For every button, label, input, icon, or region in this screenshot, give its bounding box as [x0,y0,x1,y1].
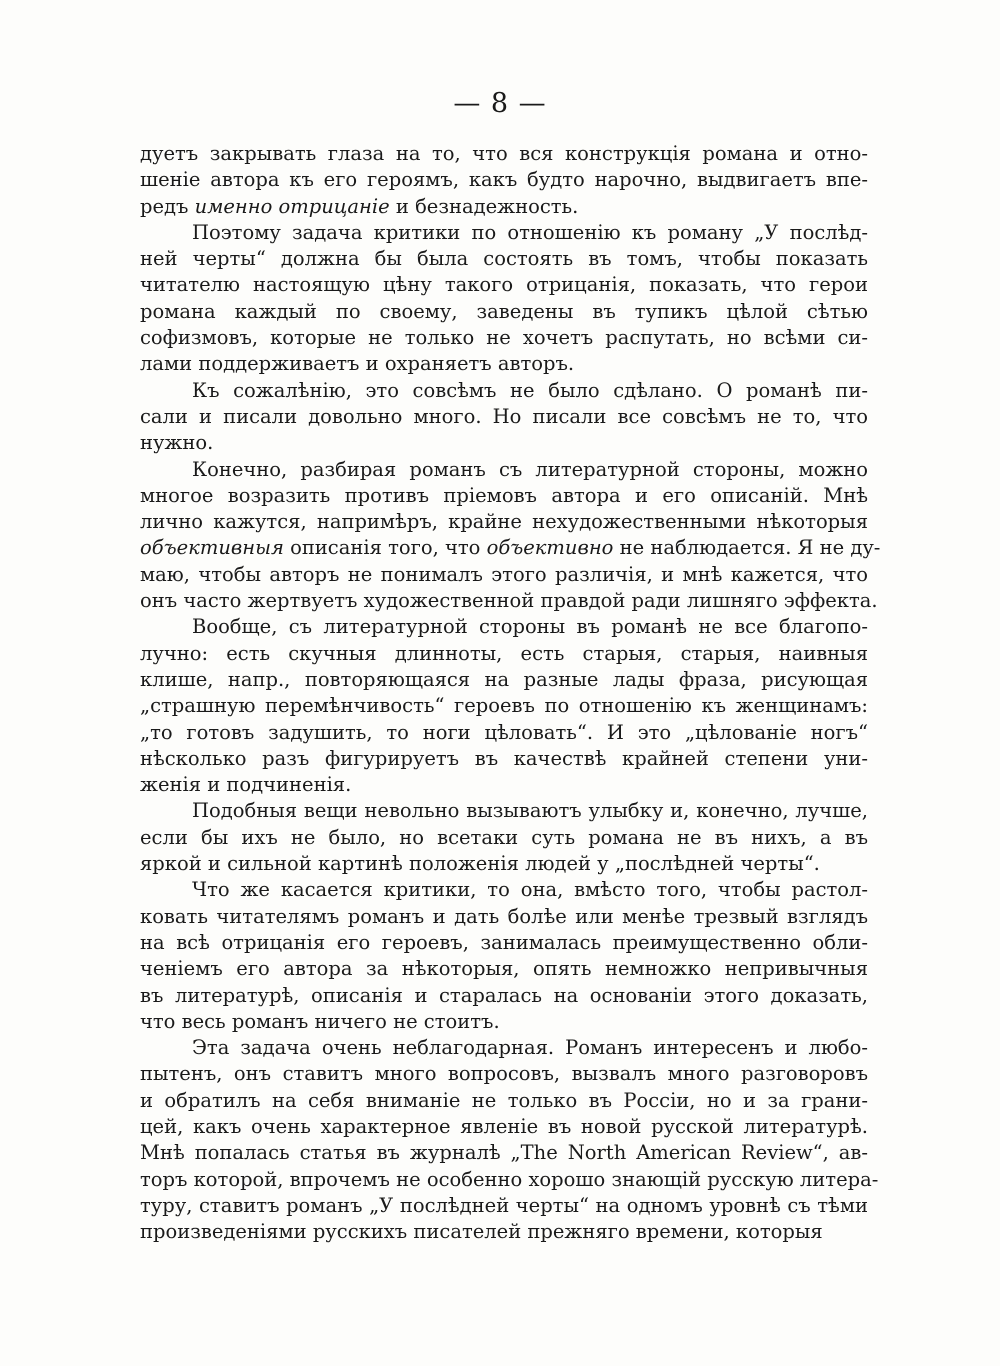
text-line: романа каждый по своему, заведены въ тупикъ цѣлой сѣтью [140,299,868,323]
text-line: женія и подчиненія. [140,773,352,797]
page-number: — 8 — [453,88,547,119]
text-line: шеніе автора къ его героямъ, какъ будто нарочно, выдвигаетъ впе- [140,168,868,192]
text-line: Конечно, разбирая романъ съ литературной стороны, можно [192,457,868,481]
text-line: ней черты“ должна бы была состоять въ томъ, чтобы показать [140,247,868,271]
text-line: въ литературѣ, описанія и старалась на основаніи этого доказать, [140,983,868,1007]
body-text [140,141,881,1245]
text-line: „то готовъ задушить, то ноги цѣловать“. И это „цѣлованіе ногъ“ [140,720,868,744]
paragraph [140,378,868,457]
text-line: Вообще, съ литературной стороны въ романѣ не все благопо- [192,615,868,639]
text-line: онъ часто жертвуетъ художественной правдой ради лишняго эффекта. [140,589,878,613]
text-line: нѣсколько разъ фигурируетъ въ качествѣ крайней степени уни- [140,746,868,770]
paragraph [140,1035,879,1245]
text-line: редъ именно отрицаніе и безнадежность. [140,194,579,218]
emphasized-text: именно отрицаніе [194,194,390,218]
text-line: Что же касается критики, то она, вмѣсто того, чтобы растол- [192,878,868,902]
paragraph [140,877,868,1035]
paragraph [140,798,868,877]
text-line: туру, ставитъ романъ „У послѣдней черты“ на одномъ уровнѣ съ тѣми [140,1193,868,1217]
text-line: лучно: есть скучныя длинноты, есть старыя, старыя, наивныя [140,641,868,665]
paragraph [140,141,868,220]
text-line: лами поддерживаетъ и охраняетъ авторъ. [140,352,575,376]
emphasized-text: объективно [486,536,614,560]
text-line: торъ которой, впрочемъ не особенно хорошо знающій русскую литера- [140,1167,879,1191]
paragraph [140,614,868,798]
text-line: маю, чтобы авторъ не понималъ этого различія, и мнѣ кажется, что [140,562,868,586]
text-line: клише, напр., повторяющаяся на разные лады фраза, рисующая [140,667,868,691]
emphasized-text: объективныя [140,536,284,560]
text-line: Мнѣ попалась статья въ журналѣ „The North American Review“, ав- [140,1141,868,1165]
text-line: на всѣ отрицанія его героевъ, занималась преимущественно обли- [140,930,868,954]
text-line: многое возразить противъ пріемовъ автора и его описаній. Мнѣ [140,483,868,507]
text-line: софизмовъ, которые не только не хочетъ распутать, но всѣми си- [140,326,868,350]
text-line: ковать читателямъ романъ и дать болѣе или менѣе трезвый взглядъ [140,904,868,928]
text-line: объективныя описанія того, что объективно не наблюдается. Я не ду- [140,536,881,560]
text-line: Эта задача очень неблагодарная. Романъ интересенъ и любо- [192,1036,868,1060]
text-line: нужно. [140,431,214,455]
text-line: что весь романъ ничего не стоитъ. [140,1009,500,1033]
text-line: ченіемъ его автора за нѣкоторыя, опять немножко непривычныя [140,957,868,981]
text-line: если бы ихъ не было, но всетаки суть романа не въ нихъ, а въ [140,825,868,849]
text-line: сали и писали довольно много. Но писали все совсѣмъ не то, что [140,404,868,428]
text-line: и обратилъ на себя вниманіе не только въ Россіи, но и за грани- [140,1088,868,1112]
text-line: „страшную перемѣнчивость“ героевъ по отношенію къ женщинамъ: [140,694,868,718]
text-line: Подобныя вещи невольно вызываютъ улыбку и, конечно, лучше, [192,799,868,823]
text-line: Къ сожалѣнію, это совсѣмъ не было сдѣлано. О романѣ пи- [192,378,868,402]
text-line: дуетъ закрывать глаза на то, что вся конструкція романа и отно- [140,142,868,165]
text-line: яркой и сильной картинѣ положенія людей у „послѣдней черты“. [140,852,820,876]
text-line: читателю настоящую цѣну такого отрицанія, показать, что герои [140,273,868,297]
text-line: Поэтому задача критики по отношенію къ роману „У послѣд- [192,220,868,244]
paragraph [140,220,868,378]
paragraph [140,457,881,615]
text-line: произведеніями русскихъ писателей прежняго времени, которыя [140,1220,823,1244]
text-line: пытенъ, онъ ставитъ много вопросовъ, вызвалъ много разговоровъ [140,1062,868,1086]
text-line: лично кажутся, напримѣръ, крайне нехудожественными нѣкоторыя [140,510,868,534]
text-line: цей, какъ очень характерное явленіе въ новой русской литературѣ. [140,1114,868,1138]
